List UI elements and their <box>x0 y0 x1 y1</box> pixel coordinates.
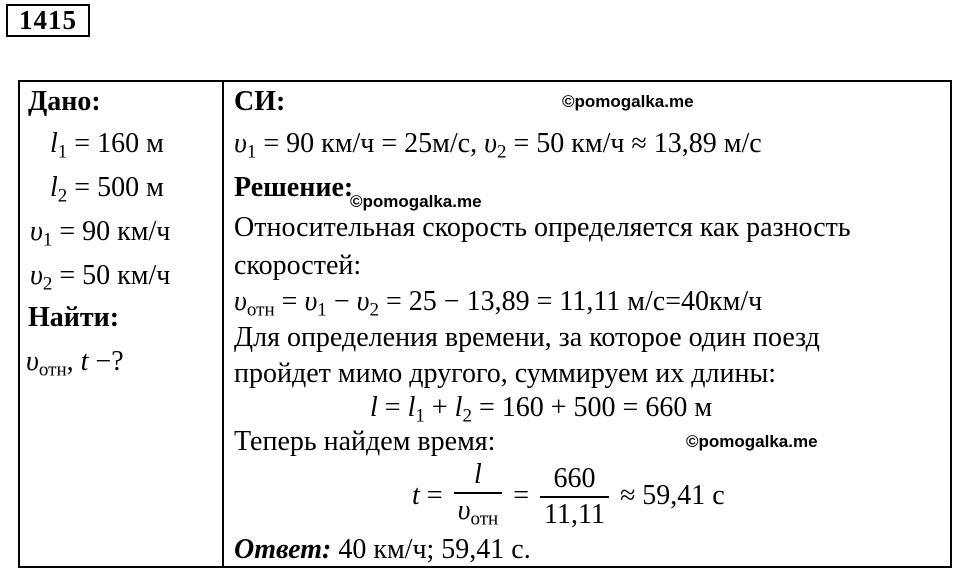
eq1-eq: = <box>274 286 305 317</box>
vrel-sub: отн <box>38 359 67 381</box>
eq2-l1-sub: 1 <box>415 405 425 427</box>
solution-text-2: скоростей: <box>234 250 362 281</box>
watermark-1: ©pomogalka.me <box>562 92 694 111</box>
vrel-symbol: υ <box>26 346 39 377</box>
eq2-l2: l <box>454 392 463 423</box>
frac1-denominator <box>454 494 503 537</box>
eq1-v2: υ <box>356 286 370 317</box>
problem-number: 1415 <box>6 4 90 37</box>
eq1-vrel-sub: отн <box>246 299 275 321</box>
find-sep: , <box>66 346 81 377</box>
answer-value: 40 км/ч; 59,41 с. <box>331 534 531 565</box>
eq1-v1: υ <box>304 286 318 317</box>
solution-text-1: Относительная скорость определяется как разность <box>234 212 851 243</box>
l2-value: = 500 м <box>67 172 164 203</box>
eq2-l1: l <box>407 392 416 423</box>
eq2-l2-sub: 2 <box>462 405 472 427</box>
si-v1-sub: 1 <box>246 141 257 163</box>
solution-text-5: Теперь найдем время: <box>234 426 496 457</box>
equation-time <box>412 458 725 537</box>
l2-symbol: l <box>50 172 58 203</box>
si-v1-symbol: υ <box>234 128 247 159</box>
frac2-numerator: 660 <box>553 463 596 495</box>
v2-value: = 50 км/ч <box>52 260 171 291</box>
eq3-t: t <box>412 479 420 511</box>
eq2-plus: + <box>424 392 455 423</box>
given-v1 <box>30 216 170 257</box>
frac1-v: υ <box>457 495 471 526</box>
eq3-eq2: = <box>506 479 537 511</box>
v1-value: = 90 км/ч <box>52 216 171 247</box>
si-header: СИ: <box>234 86 286 117</box>
si-v1-text: = 90 км/ч = 25м/с, <box>256 128 485 159</box>
v2-sub: 2 <box>42 273 53 295</box>
eq2-result: = 160 + 500 = 660 м <box>471 392 713 423</box>
eq3-eq1: = <box>419 479 450 511</box>
l1-sub: 1 <box>57 141 68 163</box>
watermark-3: ©pomogalka.me <box>686 432 818 451</box>
eq1-v2-sub: 2 <box>369 299 379 321</box>
v1-symbol: υ <box>30 216 43 247</box>
given-v2 <box>30 260 170 301</box>
find-question: −? <box>88 346 124 377</box>
fraction-660-over-1111 <box>540 462 609 532</box>
eq3-result: ≈ 59,41 с <box>612 479 725 511</box>
t-symbol: t <box>80 346 89 377</box>
l1-symbol: l <box>50 128 58 159</box>
given-header: Дано: <box>28 86 101 117</box>
given-l1 <box>50 128 164 169</box>
fraction-l-over-vrel <box>454 458 503 537</box>
frac1-v-sub: отн <box>470 508 499 530</box>
eq1-result: = 25 − 13,89 = 11,11 м/с=40км/ч <box>378 286 763 317</box>
solution-text-4: пройдет мимо другого, суммируем их длины: <box>234 358 777 389</box>
find-header: Найти: <box>28 302 120 333</box>
l2-sub: 2 <box>57 185 68 207</box>
si-line <box>234 128 762 169</box>
eq1-vrel: υ <box>234 286 247 317</box>
given-column <box>20 82 222 566</box>
eq2-eq: = <box>377 392 408 423</box>
si-v2-sub: 2 <box>496 141 507 163</box>
answer-label: Ответ: <box>234 534 332 565</box>
l1-value: = 160 м <box>67 128 164 159</box>
frac1-numerator: l <box>474 459 482 490</box>
find-line <box>26 346 124 387</box>
solution-column <box>224 82 950 566</box>
frac2-denominator: 11,11 <box>544 499 605 531</box>
v2-symbol: υ <box>30 260 43 291</box>
given-l2 <box>50 172 164 213</box>
eq1-minus: − <box>326 286 357 317</box>
eq1-v1-sub: 1 <box>317 299 327 321</box>
si-v2-text: = 50 км/ч ≈ 13,89 м/с <box>506 128 762 159</box>
solution-text-3: Для определения времени, за которое один поезд <box>234 322 820 353</box>
solution-table <box>18 80 952 568</box>
eq2-l: l <box>370 392 378 423</box>
answer-line <box>234 534 531 566</box>
si-v2-symbol: υ <box>484 128 497 159</box>
solution-header: Решение: <box>234 172 354 203</box>
watermark-2: ©pomogalka.me <box>350 192 482 211</box>
equation-relative-speed <box>234 286 762 327</box>
v1-sub: 1 <box>42 229 53 251</box>
